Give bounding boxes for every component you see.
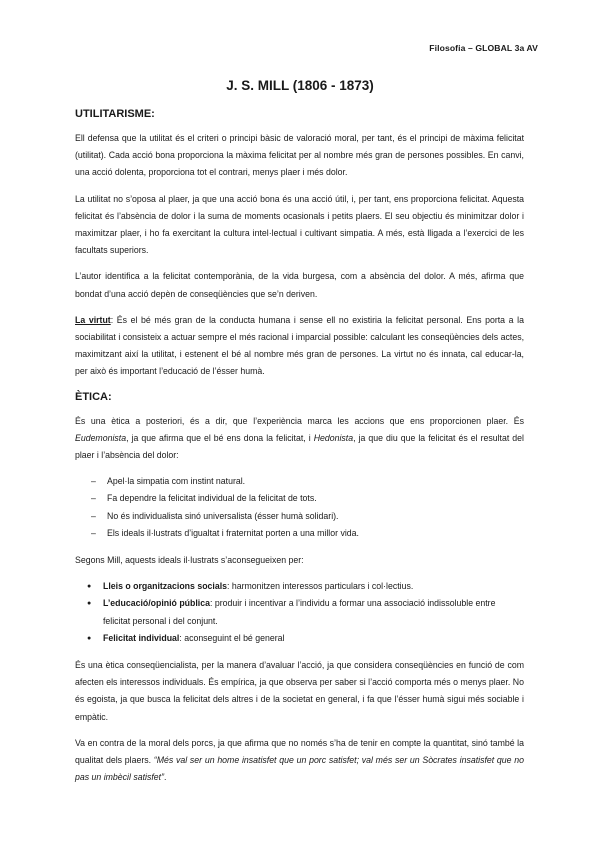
paragraph-text: : És el bé més gran de la conducta humana i sense ell no existiria la felicitat personal. Ens porta a la sociabilitat i consisteix a actuar sempre el més racional i imparcial possible: calculant les conseqüències dels actes, maximitzant així la utilitat, i estenent el bé al nombre més gran de persones. La virtut no és innata, cal educar-la, per això és important l’educació de l’ésser humà. xyxy=(75,314,524,377)
text-run: , ja que afirma que el bé ens dona la felicitat, i xyxy=(126,432,314,443)
list-item: – Fa dependre la felicitat individual de la felicitat de tots. xyxy=(91,490,524,507)
bullet-label: Lleis o organitzacions socials xyxy=(103,581,227,592)
bullet-label: L’educació/opinió pública xyxy=(103,598,210,609)
paragraph xyxy=(75,413,524,465)
dash-list xyxy=(75,473,524,542)
text-run: És una ètica a posteriori, és a dir, que l’experiència marca les accions que ens proporcionen plaer. És xyxy=(75,415,524,426)
page-title: J. S. MILL (1806 - 1873) xyxy=(226,78,374,93)
list-item xyxy=(87,630,524,647)
bullet-text: : aconseguint el bé general xyxy=(179,632,285,643)
paragraph: És una ètica conseqüencialista, per la manera d’avaluar l’acció, ja que considera conseqüències en funció de com afecten els interessos individuals. És empírica, ja que observa per saber si l’acció comporta més o menys plaer. No és egoista, ja que busca la felicitat dels altres i de la societat en general, i fa que l’ésser humà sigui més sociable i empàtic. xyxy=(75,660,524,722)
text-run: , ja que diu que la felicitat és el resultat del plaer i l’absència del dolor: xyxy=(75,432,524,461)
section-heading-utilitarisme: UTILITARISME: xyxy=(75,108,155,120)
paragraph: Ell defensa que la utilitat és el criteri o principi bàsic de valoració moral, per tant, és el principi de màxima felicitat (utilitat). Cada acció bona proporciona la màxima felicitat per al nombre més gran de persones possibles. En canvi, una acció dolenta, proporciona tot el contrari, menys plaer i més dolor. xyxy=(75,133,524,178)
section-heading-etica: ÈTICA: xyxy=(75,390,112,403)
paragraph-virtut xyxy=(75,312,524,381)
list-item xyxy=(87,595,524,629)
bullet-text: : produir i incentivar a l’individu a formar una associació indissoluble entre felicitat personal i del conjunt. xyxy=(103,598,496,626)
paragraph xyxy=(75,735,524,787)
bullet-text: : harmonitzen interessos particulars i col·lectius. xyxy=(227,581,414,592)
quote: “Més val ser un home insatisfet que un porc satisfet; val més ser un Sòcrates insatisfet que no pas un imbècil satisfet” xyxy=(75,755,525,783)
page-header: Filosofia – GLOBAL 3a AV xyxy=(429,43,538,53)
text-run: . xyxy=(164,772,167,783)
document-body xyxy=(75,107,524,796)
text-run: Va en contra de la moral dels porcs, ja que afirma que no només s’ha de tenir en compte la quantitat, sinó també la qualitat dels plaers. xyxy=(75,737,524,766)
list-item: – Apel·la simpatia com instint natural. xyxy=(91,473,524,490)
bullet-list xyxy=(75,578,524,647)
paragraph: La utilitat no s’oposa al plaer, ja que una acció bona és una acció útil, i, per tant, ens proporciona felicitat. Aquesta felicitat és l’absència de dolor i la suma de moments ocasionals i petits plaers. El seu objectiu és minimitzar dolor i maximitzar plaer, i ho fa exercitant la cultura intel·lectual i cultivant simpatia. A més, està lligada a l’exercici de les facultats superiors. xyxy=(75,193,524,256)
list-item: – No és individualista sinó universalista (ésser humà solidari). xyxy=(91,508,524,525)
term-virtut: La virtut xyxy=(75,314,111,325)
bullet-label: Felicitat individual xyxy=(103,632,180,643)
term-eudemonista: Eudemonista xyxy=(75,432,127,443)
paragraph: Segons Mill, aquests ideals il·lustrats s’aconsegueixen per: xyxy=(75,555,304,566)
term-hedonista: Hedonista xyxy=(313,432,354,443)
paragraph: L’autor identifica a la felicitat contemporània, de la vida burgesa, com a absència del dolor. A més, afirma que bondat d’una acció depèn de conseqüències que se’n deriven. xyxy=(75,271,524,299)
list-item xyxy=(87,578,524,595)
list-item: – Els ideals il·lustrats d’igualtat i fraternitat porten a una millor vida. xyxy=(91,525,524,542)
